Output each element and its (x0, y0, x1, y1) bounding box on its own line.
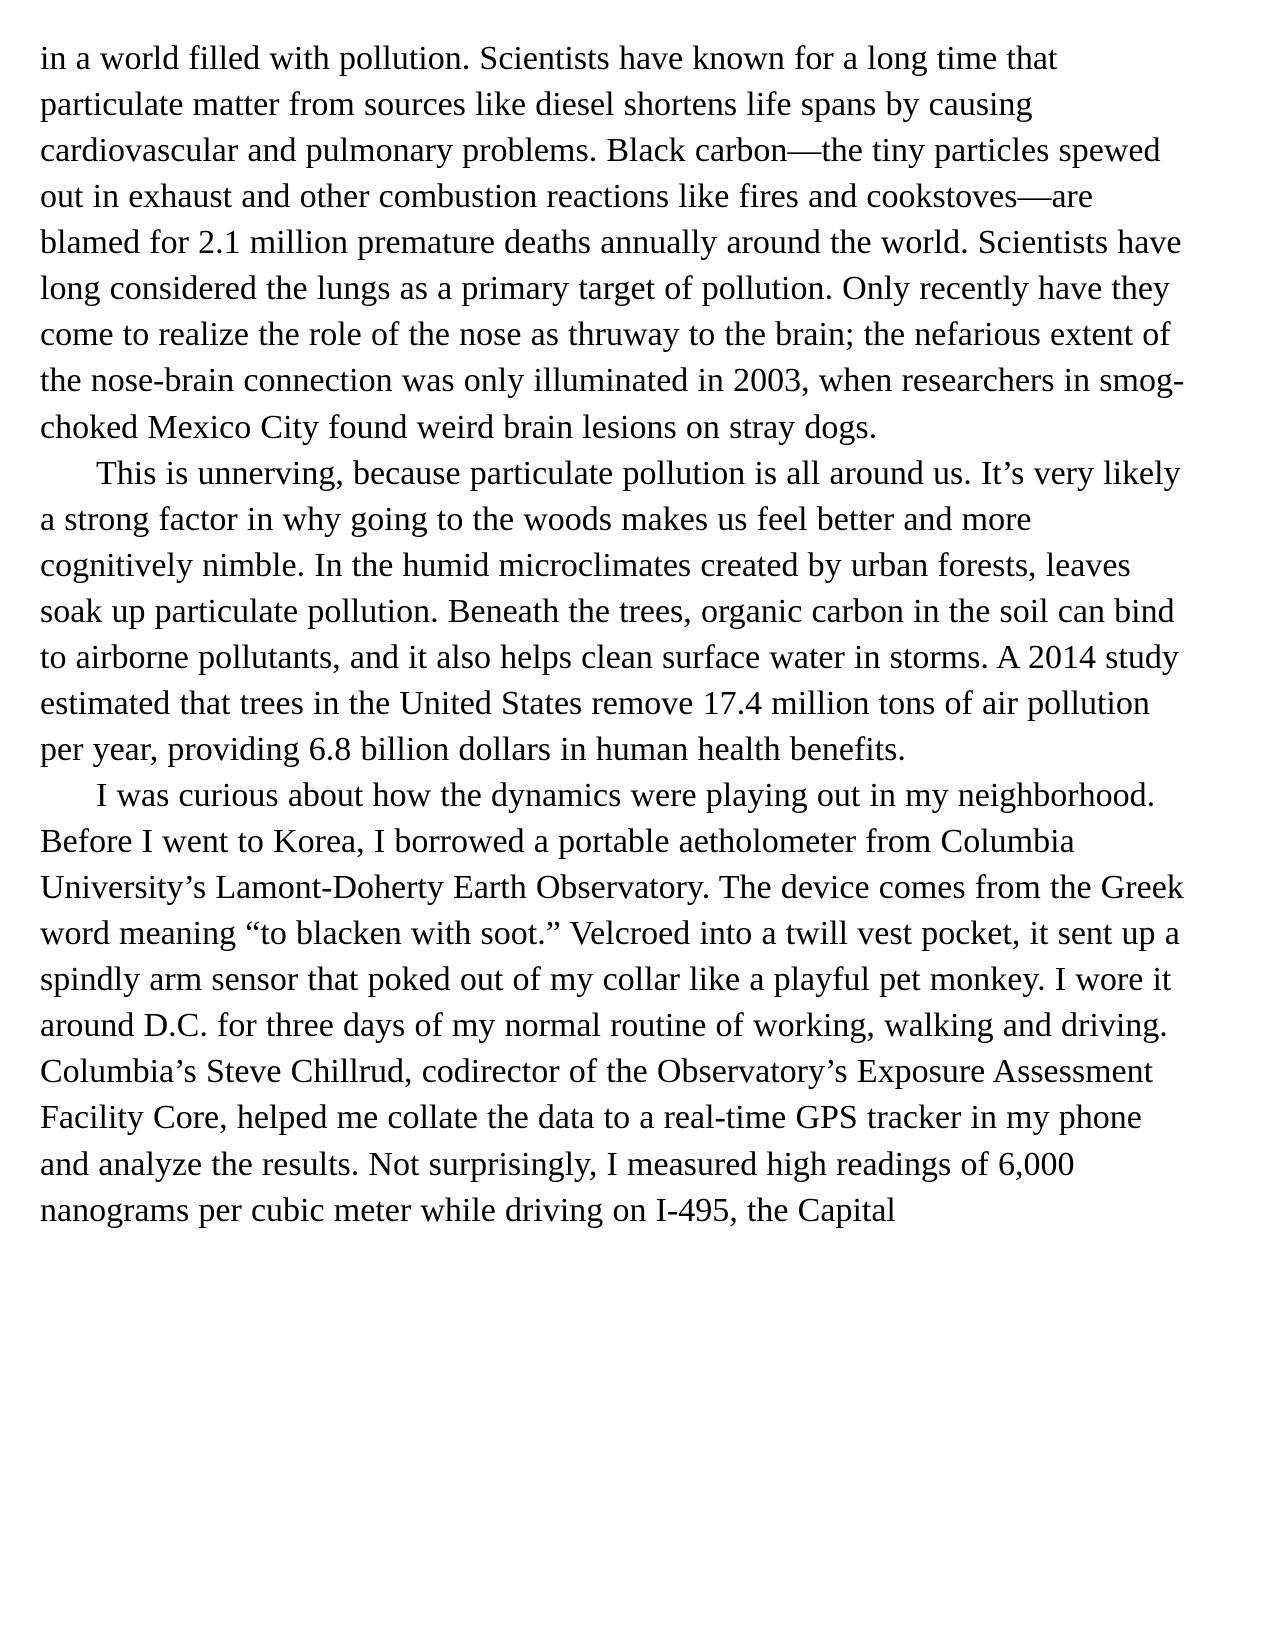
paragraph-continuation: in a world filled with pollution. Scientists have known for a long time that particulate matter from sources like diesel shortens life spans by causing cardiovascular and pulmonary problems. Black carbon—the tiny particles spewed out in exhaust and other combustion reactions like fires and cookstoves—are blamed for 2.1 million premature deaths annually around the world. Scientists have long considered the lungs as a primary target of pollution. Only recently have they come to realize the role of the nose as thruway to the brain; the nefarious extent of the nose-brain connection was only illuminated in 2003, when researchers in smog-choked Mexico City found weird brain lesions on stray dogs. (40, 40, 1185, 446)
paragraph: This is unnerving, because particulate pollution is all around us. It’s very likely a strong factor in why going to the woods makes us feel better and more cognitively nimble. In the humid microclimates created by urban forests, leaves soak up particulate pollution. Beneath the trees, organic carbon in the soil can bind to airborne pollutants, and it also helps clean surface water in storms. A 2014 study estimated that trees in the United States remove 17.4 million tons of air pollution per year, providing 6.8 billion dollars in human health benefits. (40, 454, 1181, 768)
paragraph: I was curious about how the dynamics were playing out in my neighborhood. Before I went to Korea, I borrowed a portable aetholometer from Columbia University’s Lamont-Doherty Earth Observatory. The device comes from the Greek word meaning “to blacken with soot.” Velcroed into a twill vest pocket, it sent up a spindly arm sensor that poked out of my collar like a playful pet monkey. I wore it around D.C. for three days of my normal routine of working, walking and driving. Columbia’s Steve Chillrud, codirector of the Observatory’s Exposure Assessment Facility Core, helped me collate the data to a real-time GPS tracker in my phone and analyze the results. Not surprisingly, I measured high readings of 6,000 nanograms per cubic meter while driving on I-495, the Capital (40, 777, 1184, 1229)
